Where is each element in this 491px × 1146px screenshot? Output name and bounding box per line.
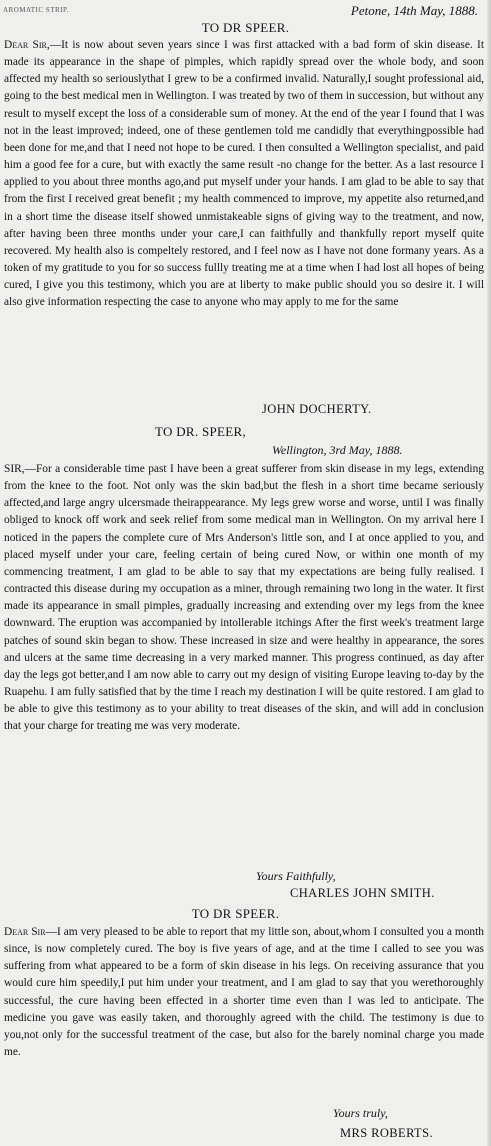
letter-3-closing: Yours truly, (333, 1106, 388, 1120)
letter-1-body (4, 37, 484, 312)
letter-1-salutation: Dear Sir,— (4, 39, 62, 51)
letter-3-body (4, 924, 484, 1061)
letter-3-heading: TO DR SPEER. (191, 906, 280, 921)
letter-3-signature: MRS ROBERTS. (340, 1126, 433, 1140)
letter-2-body (4, 461, 484, 736)
letter-1-signature: JOHN DOCHERTY. (262, 402, 372, 416)
corner-mark: AROMATIC STRIP. (3, 6, 69, 14)
letter-2-signature: CHARLES JOHN SMITH. (290, 886, 435, 900)
page-edge-shadow (487, 0, 491, 1146)
letter-2-dateline: Wellington, 3rd May, 1888. (272, 443, 403, 457)
letter-2-salutation: SIR,— (4, 463, 36, 475)
letter-2-body-text: For a considerable time past I have been a great sufferer from skin disease in my legs, extending from the knee to the foot. Not only was the skin bad,but the flesh in a short time became seriously affected,and large angry ulcersmade theirappearance. My legs grew worse and worse, until I was finally obliged to knock off work and seek relief from some medical man in Wellington. On my arrival here I noticed in the papers the complete cure of Mrs Anderson's little son, and I at once applied to you, and placed myself under your care, feeling certain of being cured Now, or within one month of my commencing treatment, I am glad to be able to say that my expectations are being fully realised. I contracted this disease during my occupation as a miner, through remaining two long in the water. It first made its appearance in small pimples, gradually increasing and extending over my legs from the knee downward. The eruption was accompanied by intollerable itchings After the first week's treatment large patches of sound skin began to show. These increased in size and were healthy in appearance, the sores and ulcers at the same time decreasing in a very marked manner. This progress continued, as day after day the legs got better,and I am now able to carry out my design of visiting Europe leaving to-day by the Ruapehu. I am fully satisfied that by the time I reach my destination I will be quite restored. I am glad to be able to give this testimony as to your ability to treat diseases of the skin, and will add in conclusion that your charge for treating me was very moderate. (4, 463, 484, 733)
letter-1-heading: TO DR SPEER. (201, 20, 290, 35)
letter-1-body-text: It is now about seven years since I was first attacked with a bad form of skin disease. It made its appearance in the shape of pimples, which rapidly spread over the whole body, and soon affected my health so seriouslythat I grew to be a confirmed invalid. Naturally,I sought professional aid, going to the best medical men in Wellington. I was treated by two of them in succession, but without any result to myself except the loss of a considerable sum of money. At the end of the year I found that I was not in the least improved; indeed, one of these gentlemen told me candidly that everythingpossible had been done for me,and that I need not hope to be cured. I then consulted a Wellington specialist, and paid him a good fee for a cure, but with exactly the same result -no change for the better. As a last resource I applied to you about three months ago,and put myself under your hands. I am glad to be able to say that from the first I received great benefit ; my health commenced to improve, my appetite also returned,and in a short time the disease itself showed unmistakeable signs of giving way to the treatment, and now, after having been three months under your care,I can faithfully and thankfully report myself quite recovered. My health also is compeltely restored, and I feel now as I have not done formany years. As a token of my gratitude to you for so success fullly treating me at a time when I had lost all hopes of being cured, I give you this testimony, which you are at liberty to make public should you so desire it. I will also give information respecting the case to anyone who may apply to me for the same (4, 39, 484, 309)
letter-2-heading: TO DR. SPEER, (154, 424, 247, 439)
letter-1-dateline: Petone, 14th May, 1888. (350, 3, 478, 18)
letter-3-salutation: Dear Sir— (4, 926, 57, 938)
letter-2-closing: Yours Faithfully, (256, 869, 336, 883)
letter-3-body-text: I am very pleased to be able to report that my little son, about,whom I consulted you a month since, is now completely cured. The boy is five years of age, and at the time I called to see you was suffering from what appeared to be a form of skin disease in his legs. On receiving assurance that you would cure him speedily,I put him under your treatment, and I am glad to say that you werethoroughly successful, the cure having been effected in a shorter time even than I was led to anticipate. The medicine you gave was easily taken, and thoroughly agreed with the child. The testimony is due to you,not only for the successful treatment of the case, but also for the barely nominal charge you made me. (4, 926, 484, 1059)
